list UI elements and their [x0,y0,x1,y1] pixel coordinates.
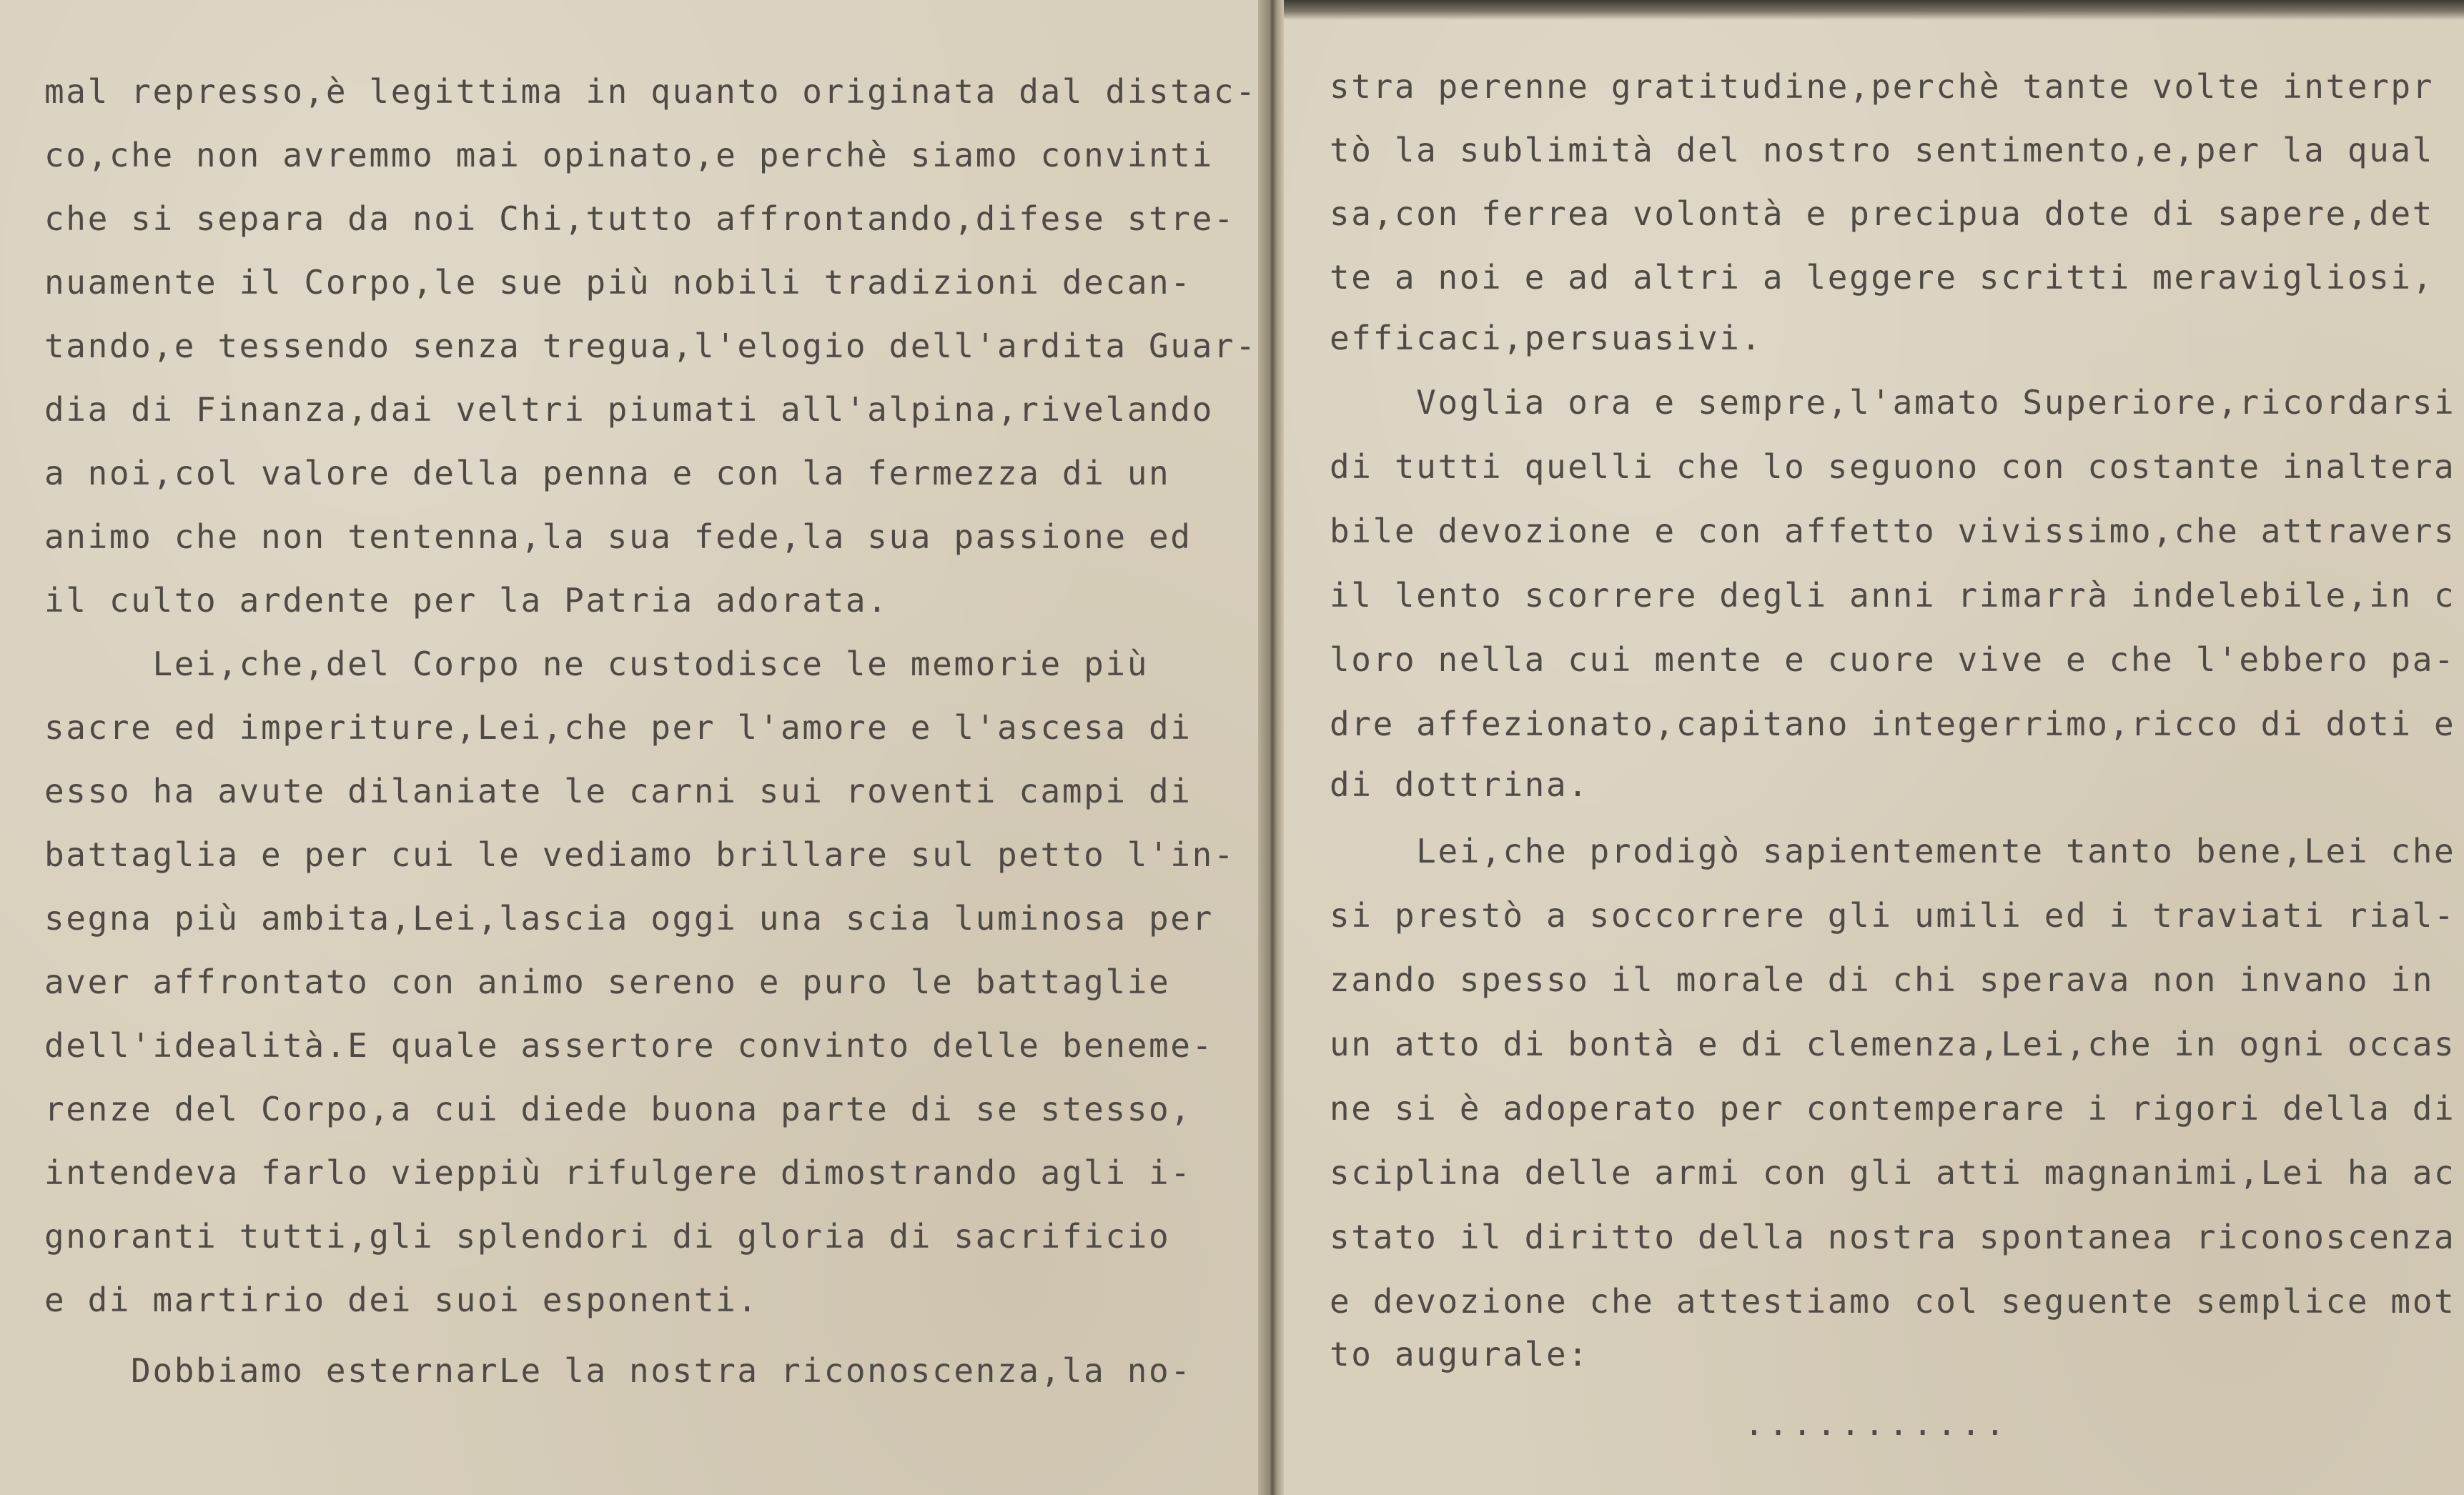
text-line: loro nella cui mente e cuore vive e che l'ebbero pa- [1330,640,2456,679]
text-line: dia di Finanza,dai veltri piumati all'alpina,rivelando [44,390,1214,429]
page-gutter [1258,0,1284,1495]
text-line: to augurale: [1330,1335,1590,1374]
text-line: dell'idealità.E quale assertore convinto delle beneme- [44,1026,1214,1065]
text-line: sciplina delle armi con gli atti magnanimi,Lei ha ac [1330,1153,2456,1192]
text-line: stato il diritto della nostra spontanea riconoscenza [1330,1218,2456,1256]
text-line: Lei,che,del Corpo ne custodisce le memorie più [44,645,1149,683]
text-line: il culto ardente per la Patria adorata. [44,581,889,620]
text-line: stra perenne gratitudine,perchè tante volte interpr [1330,67,2435,106]
text-line: ne si è adoperato per contemperare i rigori della di [1330,1089,2456,1128]
text-line: co,che non avremmo mai opinato,e perchè siamo convinti [44,136,1214,174]
text-line: bile devozione e con affetto vivissimo,che attravers [1330,512,2456,550]
text-line: tò la sublimità del nostro sentimento,e,per la qual [1330,131,2435,169]
text-line: segna più ambita,Lei,lascia oggi una scia luminosa per [44,899,1214,938]
text-line: sa,con ferrea volontà e precipua dote di sapere,det [1330,194,2435,233]
text-line: esso ha avute dilaniate le carni sui roventi campi di [44,772,1192,810]
text-line: animo che non tentenna,la sua fede,la sua passione ed [44,517,1192,556]
text-line: aver affrontato con animo sereno e puro le battaglie [44,963,1171,1001]
ellipsis-separator: ........... [1744,1404,2009,1443]
text-line: gnoranti tutti,gli splendori di gloria di sacrificio [44,1217,1171,1256]
text-line: tando,e tessendo senza tregua,l'elogio dell'ardita Guar- [44,327,1257,365]
text-line: e devozione che attestiamo col seguente semplice mot [1330,1282,2456,1321]
text-line: si prestò a soccorrere gli umili ed i traviati rial- [1330,896,2456,935]
text-line: a noi,col valore della penna e con la fermezza di un [44,454,1171,492]
text-line: te a noi e ad altri a leggere scritti meravigliosi, [1330,258,2435,297]
text-line: dre affezionato,capitano integerrimo,ricco di doti e [1330,705,2456,743]
text-line: sacre ed imperiture,Lei,che per l'amore e l'ascesa di [44,708,1192,747]
text-line: nuamente il Corpo,le sue più nobili tradizioni decan- [44,263,1192,302]
text-line: di dottrina. [1330,765,1590,804]
text-line: Voglia ora e sempre,l'amato Superiore,ricordarsi [1330,383,2456,422]
text-line: e di martirio dei suoi esponenti. [44,1281,759,1319]
page-top-edge-shadow [1284,0,2464,20]
text-line: renze del Corpo,a cui diede buona parte di se stesso, [44,1090,1192,1128]
text-line: un atto di bontà e di clemenza,Lei,che in ogni occas [1330,1025,2456,1063]
text-line: mal represso,è legittima in quanto originata dal distac- [44,72,1257,111]
text-line: Dobbiamo esternarLe la nostra riconoscenza,la no- [44,1351,1192,1390]
text-line: intendeva farlo vieppiù rifulgere dimostrando agli i- [44,1153,1192,1192]
text-line: Lei,che prodigò sapientemente tanto bene,Lei che [1330,832,2456,870]
text-line: battaglia e per cui le vediamo brillare sul petto l'in- [44,835,1236,874]
text-line: di tutti quelli che lo seguono con costante inaltera [1330,447,2456,486]
text-line: efficaci,persuasivi. [1330,319,1763,357]
text-line: zando spesso il morale di chi sperava non invano in [1330,960,2435,999]
text-line: che si separa da noi Chi,tutto affrontando,difese stre- [44,199,1236,238]
text-line: il lento scorrere degli anni rimarrà indelebile,in c [1330,576,2456,615]
